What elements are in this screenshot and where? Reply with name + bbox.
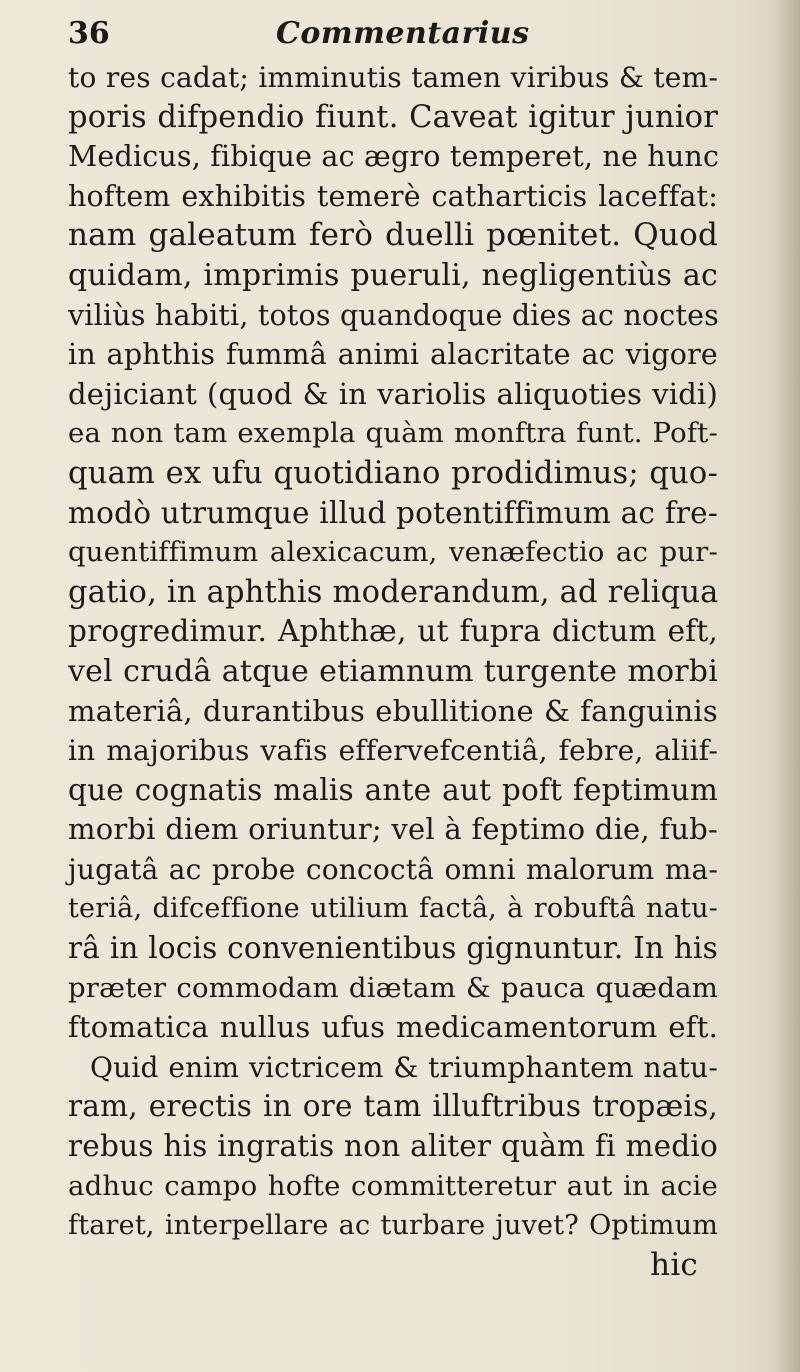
text-line-3: Medicus, fibique ac ægro temperet, ne hunc: [68, 140, 720, 174]
page-number: 36: [68, 16, 110, 51]
page-edge-shadow: [772, 0, 800, 1372]
text-line-6: quidam, imprimis pueruli, negligentiùs ac: [68, 257, 718, 293]
text-line-14: gatio, in aphthis moderandum, ad reliqua: [68, 574, 719, 610]
text-line-22: teriâ, difceffione utilium factâ, à robuftâ natu-: [68, 893, 718, 925]
text-line-7: viliùs habiti, totos quandoque dies ac noctes: [68, 298, 720, 332]
text-line-23: râ in locis convenientibus gignuntur. In his: [68, 931, 718, 966]
text-line-2: poris difpendio fiunt. Caveat igitur junior: [68, 99, 718, 135]
text-line-20: morbi diem oriuntur; vel à feptimo die, fub-: [68, 812, 718, 847]
text-line-10: ea non tam exempla quàm monftra funt. Poft-: [68, 417, 718, 450]
text-line-24: præter commodam diætam & pauca quædam: [68, 971, 718, 1004]
text-line-12: modò utrumque illud potentiffimum ac fre-: [68, 495, 718, 530]
text-line-16: vel crudâ atque etiamnum turgente morbi: [68, 653, 718, 689]
text-line-15: progredimur. Aphthæ, ut fupra dictum eft,: [68, 614, 718, 649]
text-line-28: rebus his ingratis non aliter quàm fi medio: [68, 1129, 718, 1164]
text-line-5: nam galeatum ferò duelli pœnitet. Quod: [68, 217, 718, 254]
text-line-25: ftomatica nullus ufus medicamentorum eft.: [68, 1010, 718, 1045]
text-line-1: to res cadat; imminutis tamen viribus & tem-: [68, 61, 718, 94]
text-line-17: materiâ, durantibus ebullitione & fanguinis: [68, 693, 718, 728]
catchword: hic: [650, 1246, 698, 1283]
text-line-27: ram, erectis in ore tam illuftribus tropæis,: [68, 1089, 718, 1124]
text-line-19: que cognatis malis ante aut poft feptimum: [68, 772, 718, 807]
text-line-30: ftaret, interpellare ac turbare juvet? Optimum: [68, 1210, 718, 1242]
text-line-26: Quid enim victricem & triumphantem natu-: [90, 1050, 718, 1084]
text-line-11: quam ex ufu quotidiano prodidimus; quo-: [68, 455, 718, 491]
text-line-29: adhuc campo hofte committeretur aut in acie: [68, 1169, 718, 1202]
text-line-21: jugatâ ac probe concoctâ omni malorum ma-: [68, 852, 718, 886]
text-line-4: hoftem exhibitis temerè catharticis laceffat:: [68, 179, 718, 213]
body-text: [68, 58, 718, 1285]
running-title: Commentarius: [276, 16, 530, 51]
text-line-18: in majoribus vafis effervefcentiâ, febre, aliif-: [68, 734, 718, 768]
text-line-13: quentiffimum alexicacum, venæfectio ac pur-: [68, 536, 718, 569]
text-line-8: in aphthis fummâ animi alacritate ac vigore: [68, 338, 718, 372]
text-line-9: dejiciant (quod & in variolis aliquoties vidi): [68, 376, 718, 411]
running-head: [68, 12, 708, 56]
